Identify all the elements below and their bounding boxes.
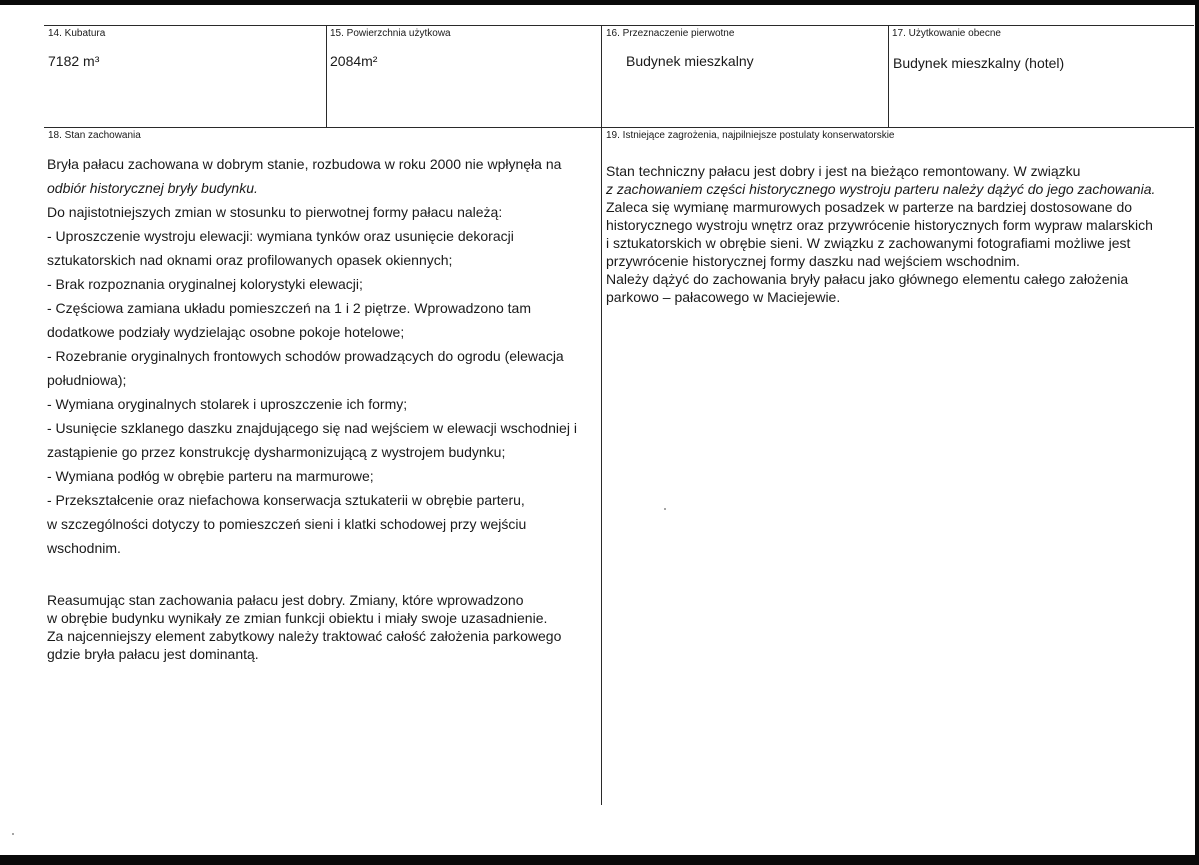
text-line: - Rozebranie oryginalnych frontowych schodów prowadzących do ogrodu (elewacja <box>47 348 564 364</box>
text-line: południowa); <box>47 372 127 388</box>
field-17-label: 17. Użytkowanie obecne <box>892 28 1001 39</box>
scan-edge-right <box>1195 0 1199 865</box>
text-line: Należy dążyć do zachowania bryły pałacu jako głównego elementu całego założenia <box>606 271 1129 287</box>
text-line: Stan techniczny pałacu jest dobry i jest na bieżąco remontowany. W związku <box>606 163 1081 179</box>
text-line: - Przekształcenie oraz niefachowa konserwacja sztukaterii w obrębie parteru, <box>47 492 525 508</box>
scan-speck <box>12 833 14 835</box>
text-line: gdzie bryła pałacu jest dominantą. <box>47 646 259 662</box>
grid-line-col-15 <box>326 25 327 127</box>
text-line: - Usunięcie szklanego daszku znajdującego się nad wejściem w elewacji wschodniej i <box>47 420 577 436</box>
text-line: - Wymiana podłóg w obrębie parteru na marmurowe; <box>47 468 374 484</box>
text-line: parkowo – pałacowego w Maciejewie. <box>606 289 841 305</box>
field-14-value: 7182 m³ <box>48 53 100 69</box>
field-15-value: 2084m² <box>330 53 378 69</box>
text-line: dodatkowe podziały wydzielając osobne pokoje hotelowe; <box>47 324 405 340</box>
grid-line-middle <box>44 127 1194 128</box>
field-16-label: 16. Przeznaczenie pierwotne <box>606 28 735 39</box>
text-line: wschodnim. <box>47 540 121 556</box>
scan-edge-bottom <box>0 855 1199 865</box>
field-16-value: Budynek mieszkalny <box>626 53 754 69</box>
grid-line-col-divider <box>601 25 602 805</box>
field-18-text <box>47 152 583 560</box>
scan-speck <box>664 508 666 510</box>
text-line: - Uproszczenie wystroju elewacji: wymiana tynków oraz usunięcie dekoracji <box>47 228 514 244</box>
text-line: zastąpienie go przez konstrukcję dysharmonizującą z wystrojem budynku; <box>47 444 506 460</box>
grid-line-col-17 <box>888 25 889 127</box>
text-line: w obrębie budynku wynikały ze zmian funkcji obiektu i miały swoje uzasadnienie. <box>47 610 548 626</box>
field-19-label: 19. Istniejące zagrożenia, najpilniejsze postulaty konserwatorskie <box>606 130 895 141</box>
text-line: z zachowaniem części historycznego wystroju parteru należy dążyć do jego zachowania. <box>606 181 1156 197</box>
text-line: w szczególności dotyczy to pomieszczeń sieni i klatki schodowej przy wejściu <box>47 516 527 532</box>
text-line: Reasumując stan zachowania pałacu jest dobry. Zmiany, które wprowadzono <box>47 592 524 608</box>
field-19-text <box>606 162 1173 306</box>
grid-line-top <box>44 25 1194 26</box>
field-14-label: 14. Kubatura <box>48 28 106 39</box>
text-line: i sztukatorskich w obrębie sieni. W związku z zachowanymi fotografiami możliwe jest <box>606 235 1131 251</box>
text-line: Zaleca się wymianę marmurowych posadzek w parterze na bardziej dostosowane do <box>606 199 1133 215</box>
field-18-label: 18. Stan zachowania <box>48 130 141 141</box>
text-line: Do najistotniejszych zmian w stosunku to pierwotnej formy pałacu należą: <box>47 204 503 220</box>
field-18-summary <box>47 591 583 663</box>
text-line: Za najcenniejszy element zabytkowy należy traktować całość założenia parkowego <box>47 628 562 644</box>
text-line: historycznego wystroju wnętrz oraz przywrócenie historycznych form wypraw malarskich <box>606 217 1153 233</box>
scan-edge-top <box>0 0 1199 5</box>
field-17-value: Budynek mieszkalny (hotel) <box>893 55 1065 71</box>
text-line: odbiór historycznej bryły budynku. <box>47 180 258 196</box>
text-line: - Brak rozpoznania oryginalnej kolorystyki elewacji; <box>47 276 363 292</box>
text-line: - Wymiana oryginalnych stolarek i uproszczenie ich formy; <box>47 396 408 412</box>
field-15-label: 15. Powierzchnia użytkowa <box>330 28 451 39</box>
text-line: - Częściowa zamiana układu pomieszczeń na 1 i 2 piętrze. Wprowadzono tam <box>47 300 532 316</box>
text-line: sztukatorskich nad oknami oraz profilowanych opasek okiennych; <box>47 252 453 268</box>
text-line: Bryła pałacu zachowana w dobrym stanie, rozbudowa w roku 2000 nie wpłynęła na <box>47 156 562 172</box>
text-line: przywrócenie historycznej formy daszku nad wejściem wschodnim. <box>606 253 1020 269</box>
